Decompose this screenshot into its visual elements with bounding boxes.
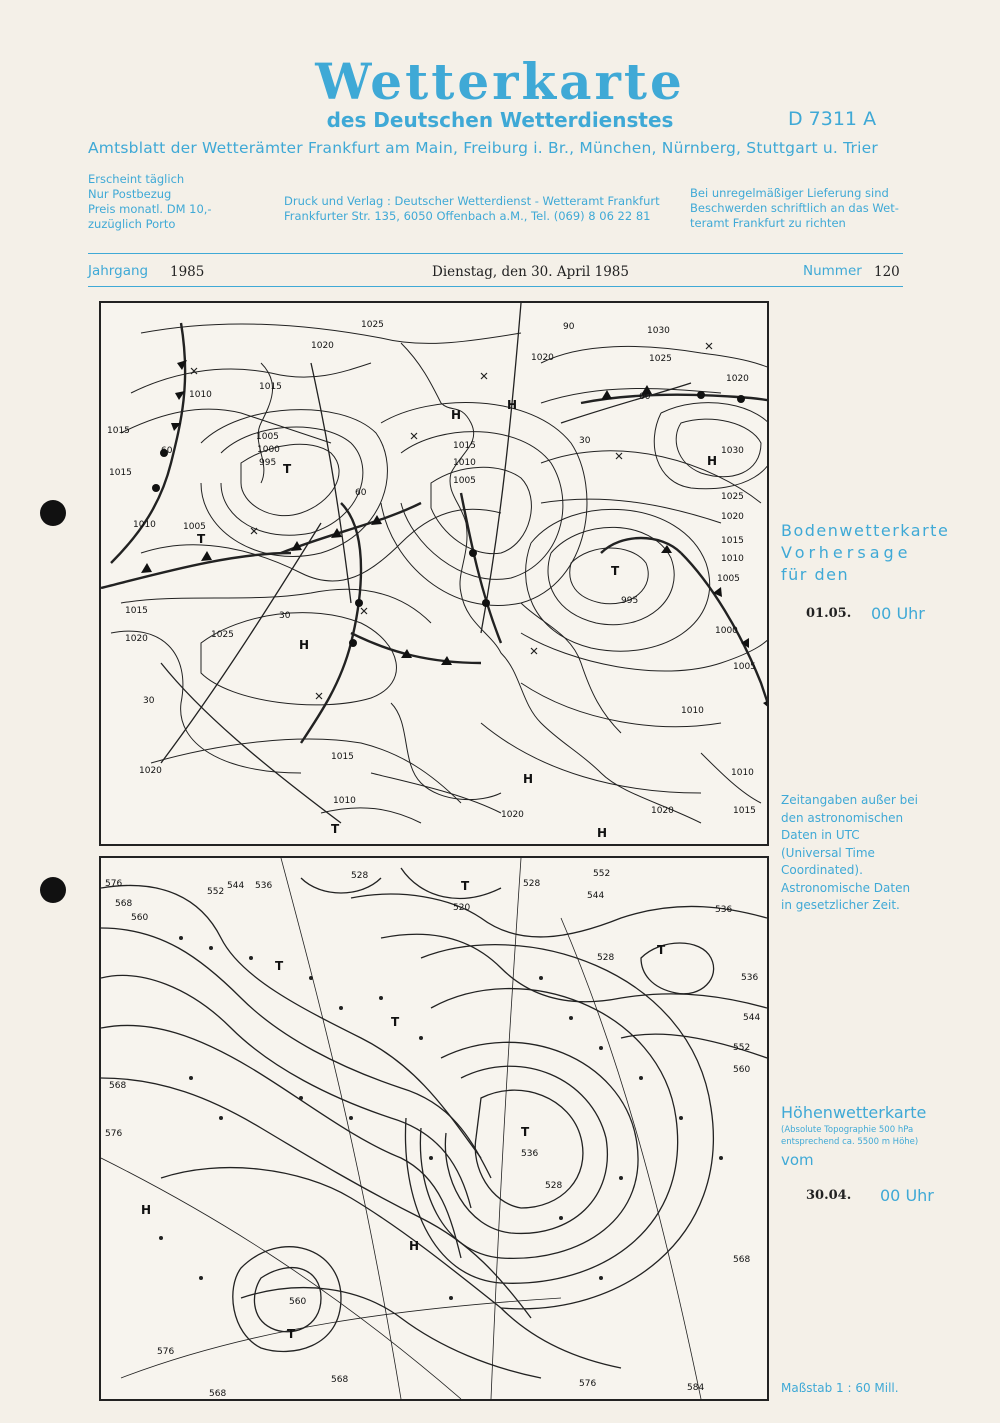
low-pressure-marker: T — [283, 462, 292, 476]
height-label: 536 — [255, 881, 273, 891]
subtitle-line: entsprechend ca. 5500 m Höhe) — [781, 1137, 919, 1147]
height-label: 560 — [733, 1065, 751, 1075]
isobar-label: 1030 — [721, 446, 744, 456]
caption-line: Bodenwetterkarte — [781, 521, 950, 540]
low-pressure-marker: T — [391, 1015, 400, 1029]
map-scale: Maßstab 1 : 60 Mill. — [781, 1381, 899, 1395]
isobar-label: 1020 — [125, 634, 148, 644]
isobar-label: 1020 — [311, 341, 334, 351]
note-line: Astronomische Daten — [781, 880, 911, 895]
height-label: 568 — [115, 899, 133, 909]
height-label: 536 — [521, 1149, 539, 1159]
info-left-line: Nur Postbezug — [88, 187, 172, 201]
low-pressure-marker: T — [521, 1125, 530, 1139]
isobar-label: 1015 — [125, 606, 148, 616]
isobar-label: 1005 — [453, 476, 476, 486]
complaint-info — [690, 186, 899, 231]
height-label: 528 — [523, 879, 541, 889]
isobar-label: 1025 — [721, 492, 744, 502]
high-pressure-marker: H — [141, 1203, 152, 1217]
height-label: 576 — [579, 1379, 597, 1389]
surface-map-caption — [781, 520, 949, 586]
height-label: 584 — [687, 1383, 705, 1393]
isobar-label: 1010 — [189, 390, 212, 400]
upper-air-map — [99, 856, 769, 1401]
isobar-label: 1005 — [733, 662, 756, 672]
isobar-label: 1015 — [259, 382, 282, 392]
upper-map-subtitle — [781, 1124, 918, 1148]
surface-map-svg — [101, 303, 767, 844]
masthead-title: Wetterkarte — [315, 52, 685, 111]
isobar-label: 1020 — [726, 374, 749, 384]
caption-line: Vorhersage — [781, 543, 912, 562]
amtsblatt-line: Amtsblatt der Wetterämter Frankfurt am Main, Freiburg i. Br., München, Nürnberg, Stuttgart u. Trier — [88, 139, 878, 157]
low-pressure-marker: T — [275, 959, 284, 973]
height-label: 560 — [131, 913, 149, 923]
isobar-label: 1010 — [453, 458, 476, 468]
high-pressure-marker: H — [707, 454, 718, 468]
isobar-label: 1015 — [733, 806, 756, 816]
info-left-line: Preis monatl. DM 10,- — [88, 202, 212, 216]
info-left-line: zuzüglich Porto — [88, 217, 176, 231]
subtitle-line: (Absolute Topographie 500 hPa — [781, 1125, 914, 1135]
graticule-label: 90 — [563, 322, 575, 332]
note-line: Coordinated). — [781, 863, 863, 877]
upper-map-date: 30.04. — [806, 1188, 852, 1203]
upper-map-time: 00 Uhr — [880, 1186, 934, 1205]
isobar-label: 1005 — [256, 432, 279, 442]
isobar-label: 1020 — [139, 766, 162, 776]
isobar-label: 1010 — [333, 796, 356, 806]
isobar-label: 1020 — [721, 512, 744, 522]
low-pressure-marker: T — [657, 943, 666, 957]
rule-bottom — [88, 286, 903, 287]
nummer-value: 120 — [874, 264, 900, 280]
height-label: 568 — [733, 1255, 751, 1265]
isobar-label: 1025 — [649, 354, 672, 364]
high-pressure-marker: H — [409, 1239, 420, 1253]
info-right-line: Beschwerden schriftlich an das Wet- — [690, 201, 899, 215]
isobar-label: 1015 — [721, 536, 744, 546]
isobar-label: 995 — [621, 596, 639, 606]
isobar-label: 1025 — [211, 630, 234, 640]
high-pressure-marker: H — [299, 638, 310, 652]
note-line: Zeitangaben außer bei — [781, 793, 918, 807]
height-label: 552 — [733, 1043, 751, 1053]
isobar-label: 1015 — [109, 468, 132, 478]
height-label: 552 — [207, 887, 225, 897]
isobar-label: 1020 — [651, 806, 674, 816]
graticule-label: 60 — [161, 446, 173, 456]
isobar-label: 1010 — [681, 706, 704, 716]
low-pressure-marker: T — [287, 1327, 296, 1341]
time-note — [781, 792, 918, 915]
height-label: 576 — [105, 879, 123, 889]
isobar-label: 1005 — [717, 574, 740, 584]
height-label: 544 — [227, 881, 245, 891]
info-right-line: teramt Frankfurt zu richten — [690, 216, 846, 230]
subscription-info — [88, 172, 212, 232]
note-line: in gesetzlicher Zeit. — [781, 898, 900, 912]
surface-forecast-map — [99, 301, 769, 846]
graticule-label: 30 — [579, 436, 591, 446]
isobar-label: 1015 — [331, 752, 354, 762]
height-label: 536 — [741, 973, 759, 983]
high-pressure-marker: H — [451, 408, 462, 422]
note-line: den astronomischen — [781, 810, 904, 825]
surface-map-time: 00 Uhr — [871, 604, 925, 623]
upper-map-title: Höhenwetterkarte — [781, 1103, 927, 1122]
jahrgang-value: 1985 — [170, 264, 205, 280]
height-label: 536 — [715, 905, 733, 915]
note-line: Daten in UTC — [781, 828, 860, 842]
high-pressure-marker: H — [523, 772, 534, 786]
isobar-label: 1020 — [531, 353, 554, 363]
isobar-label: 1010 — [731, 768, 754, 778]
high-pressure-marker: H — [507, 398, 518, 412]
isobar-label: 1005 — [183, 522, 206, 532]
info-mid-line: Frankfurter Str. 135, 6050 Offenbach a.M., Tel. (069) 8 06 22 81 — [284, 209, 651, 223]
nummer-label: Nummer — [803, 263, 862, 279]
height-label: 576 — [105, 1129, 123, 1139]
low-pressure-marker: T — [461, 879, 470, 893]
info-mid-line: Druck und Verlag : Deutscher Wetterdienst - Wetteramt Frankfurt — [284, 194, 660, 208]
height-label: 568 — [109, 1081, 127, 1091]
publication-code: D 7311 A — [788, 108, 877, 130]
punch-hole-bottom — [40, 877, 66, 903]
isobar-label: 1000 — [257, 445, 280, 455]
low-pressure-marker: T — [611, 564, 620, 578]
height-label: 528 — [545, 1181, 563, 1191]
isobar-label: 1010 — [721, 554, 744, 564]
surface-map-date: 01.05. — [806, 606, 852, 621]
graticule-label: 60 — [639, 392, 651, 402]
height-label: 568 — [331, 1375, 349, 1385]
isobar-label: 1030 — [647, 326, 670, 336]
height-label: 552 — [593, 869, 611, 879]
low-pressure-marker: T — [197, 532, 206, 546]
punch-hole-top — [40, 500, 66, 526]
graticule-label: 30 — [279, 611, 291, 621]
graticule-label: 30 — [143, 696, 155, 706]
isobar-label: 1010 — [133, 520, 156, 530]
height-label: 576 — [157, 1347, 175, 1357]
jahrgang-label: Jahrgang — [88, 263, 149, 279]
note-line: (Universal Time — [781, 845, 875, 860]
rule-top — [88, 253, 903, 254]
high-pressure-marker: H — [597, 826, 608, 840]
height-label: 568 — [209, 1389, 227, 1399]
graticule-label: 60 — [355, 488, 367, 498]
issue-date: Dienstag, den 30. April 1985 — [432, 264, 629, 280]
height-label: 520 — [453, 903, 471, 913]
upper-map-vom: vom — [781, 1151, 814, 1169]
low-pressure-marker: T — [331, 822, 340, 836]
height-label: 544 — [587, 891, 605, 901]
isobar-label: 1015 — [453, 441, 476, 451]
isobar-label: 1020 — [501, 810, 524, 820]
isobar-label: 995 — [259, 458, 277, 468]
height-label: 560 — [289, 1297, 307, 1307]
isobar-label: 1015 — [107, 426, 130, 436]
height-label: 528 — [597, 953, 615, 963]
info-left-line: Erscheint täglich — [88, 172, 185, 186]
isobar-label: 1000 — [715, 626, 738, 636]
info-right-line: Bei unregelmäßiger Lieferung sind — [690, 186, 889, 200]
publisher-info — [284, 194, 660, 224]
upper-map-svg — [101, 858, 767, 1399]
height-label: 528 — [351, 871, 369, 881]
height-label: 544 — [743, 1013, 761, 1023]
caption-line: für den — [781, 565, 850, 584]
isobar-label: 1025 — [361, 320, 384, 330]
masthead-subtitle: des Deutschen Wetterdienstes — [326, 108, 674, 132]
